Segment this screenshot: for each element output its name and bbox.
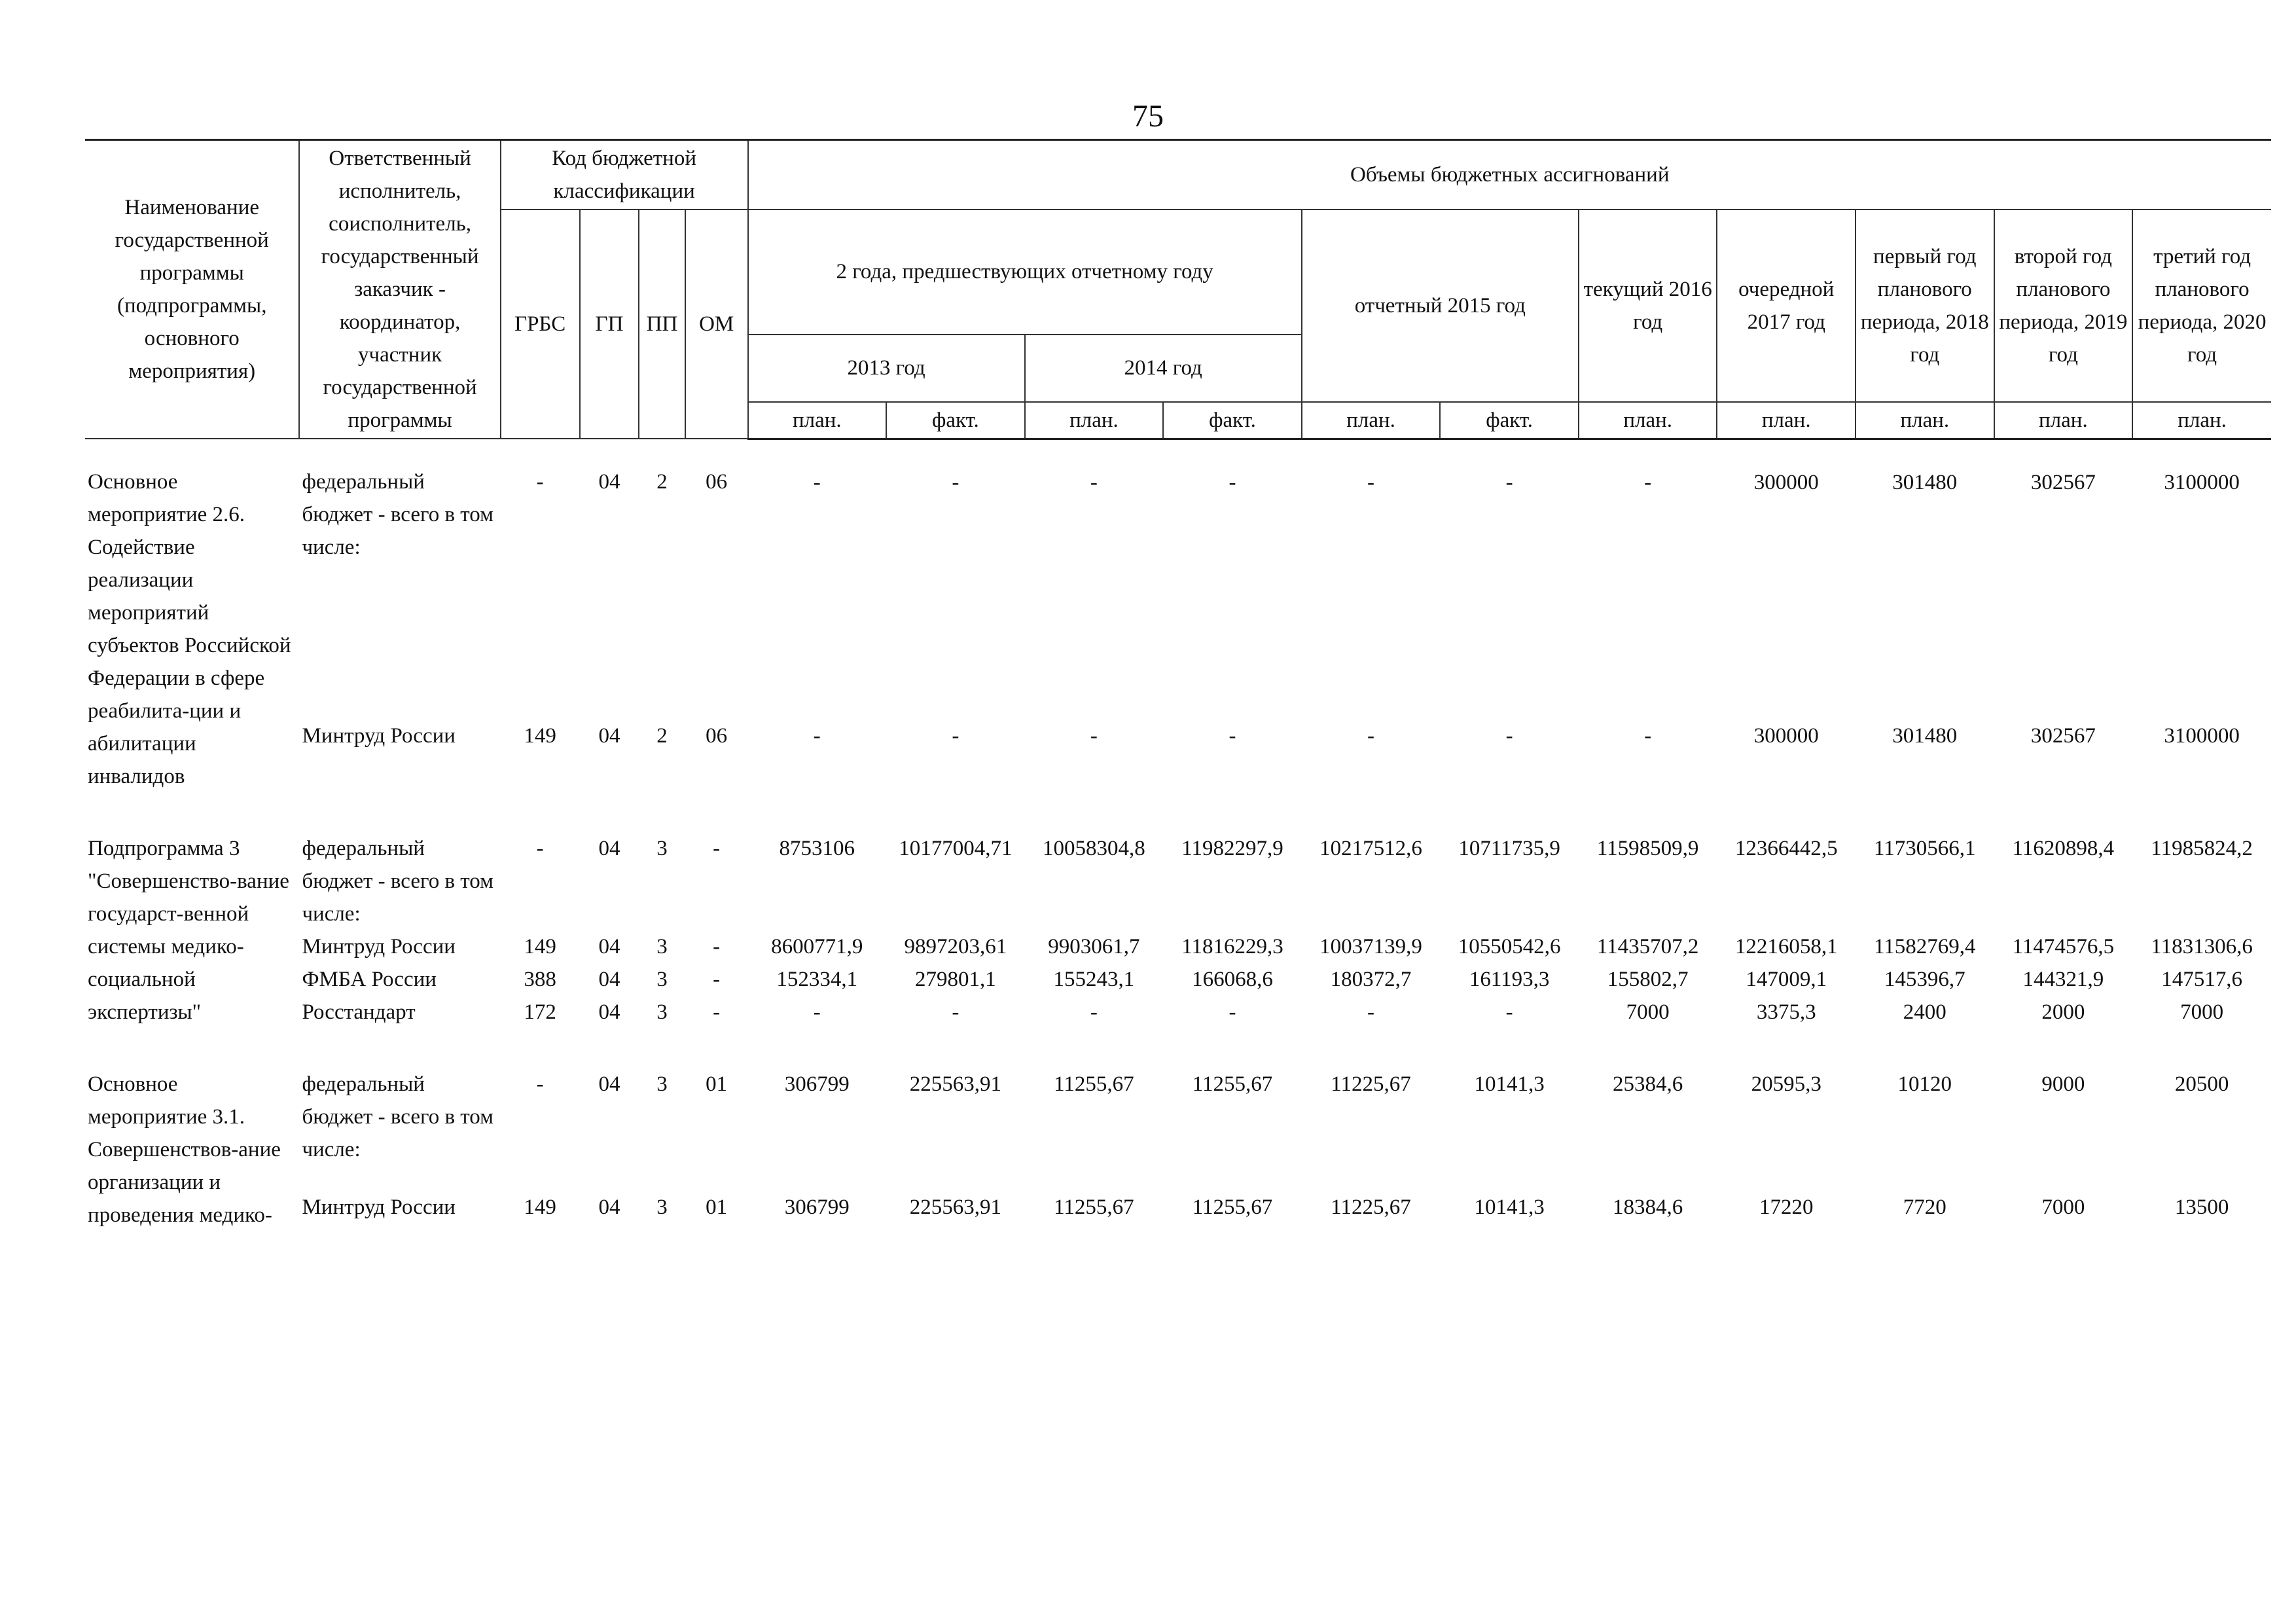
year-2017-header: очередной 2017 год (1717, 210, 1856, 402)
responsible-executor: федеральный бюджет - всего в том числе: (302, 1072, 494, 1161)
budget-value: 11582769,4 (1874, 935, 1976, 958)
pp-code: 3 (656, 935, 668, 958)
year-2018-header: первый год планового периода, 2018 год (1856, 210, 1994, 402)
budget-value: 302567 (2030, 723, 2096, 748)
budget-value: 11831306,6 (2151, 935, 2253, 958)
budget-value: 2000 (2041, 1000, 2085, 1024)
budget-value: 11435707,2 (1596, 935, 1699, 958)
pp-code: 3 (656, 1072, 668, 1096)
om-code: - (713, 968, 721, 991)
budget-value: 7000 (2180, 1000, 2224, 1024)
budget-value: - (1229, 1000, 1236, 1024)
budget-value: 225563,91 (909, 1072, 1001, 1096)
pp-code: 2 (656, 470, 668, 494)
budget-value: 144321,9 (2022, 968, 2104, 991)
budget-value: 166068,6 (1192, 968, 1273, 991)
budget-value: - (952, 1000, 960, 1024)
budget-value: 9000 (2041, 1072, 2085, 1096)
budget-value: 12216058,1 (1734, 935, 1838, 958)
budget-value: 8600771,9 (771, 935, 863, 958)
fact-header: факт. (1440, 402, 1579, 439)
table-header (85, 140, 2271, 439)
budget-value: 301480 (1892, 723, 1958, 748)
budget-value: - (1505, 470, 1513, 494)
budget-value: 3100000 (2164, 723, 2240, 748)
grbs-code: - (536, 470, 544, 494)
responsible-executor: Минтруд России (302, 1195, 456, 1219)
budget-value: 11474576,5 (2012, 935, 2115, 958)
om-code: - (713, 1000, 721, 1024)
budget-value: 3375,3 (1756, 1000, 1816, 1024)
row-spacer (85, 1029, 2271, 1068)
om-code: 01 (706, 1072, 728, 1096)
gp-header: ГП (580, 210, 639, 439)
budget-value: 20595,3 (1751, 1072, 1821, 1096)
plan-header: план. (1717, 402, 1856, 439)
row-title: Основное мероприятие 2.6. Содействие реализации мероприятий субъектов Российской Федерации в сфере реабилита-ции и абилитации инвалидов (88, 470, 291, 788)
om-header: ОМ (685, 210, 748, 439)
budget-value: 3100000 (2164, 470, 2240, 494)
budget-value: - (813, 470, 821, 494)
om-code: 01 (706, 1195, 728, 1219)
budget-value: 306799 (784, 1195, 850, 1219)
budget-value: - (1644, 470, 1652, 494)
om-code: 06 (706, 470, 728, 494)
budget-value: - (1090, 1000, 1098, 1024)
spacer-cell (85, 1029, 2271, 1068)
table-row (85, 963, 2271, 996)
budget-value: 10550542,6 (1458, 935, 1561, 958)
budget-value: 10141,3 (1474, 1195, 1545, 1219)
budget-value: 10120 (1897, 1072, 1952, 1096)
budget-value: - (1090, 470, 1098, 494)
budget-value: 11255,67 (1054, 1072, 1134, 1096)
budget-value: - (952, 470, 960, 494)
plan-header: план. (1579, 402, 1717, 439)
budget-value: 147517,6 (2161, 968, 2242, 991)
grbs-code: 149 (524, 1195, 556, 1219)
budget-value: 152334,1 (776, 968, 858, 991)
budget-value: - (1229, 723, 1236, 748)
pp-code: 3 (656, 1000, 668, 1024)
gp-code: 04 (598, 935, 620, 958)
responsible-executor: Минтруд России (302, 723, 456, 748)
table-row (85, 439, 2271, 720)
budget-value: 25384,6 (1613, 1072, 1683, 1096)
table-row (85, 832, 2271, 930)
budget-value: - (1644, 723, 1652, 748)
budget-value: 155802,7 (1607, 968, 1689, 991)
responsible-executor: ФМБА России (302, 968, 437, 991)
row-title: Подпрограмма 3 "Совершенство-вание государст-венной системы медико-социальной экспертизы" (88, 837, 289, 1024)
grbs-code: - (536, 1072, 544, 1096)
budget-value: - (1367, 470, 1375, 494)
budget-value: 306799 (784, 1072, 850, 1096)
budget-value: 10141,3 (1474, 1072, 1545, 1096)
gp-code: 04 (598, 1195, 620, 1219)
budget-value: 300000 (1753, 723, 1819, 748)
budget-value: 155243,1 (1053, 968, 1135, 991)
grbs-code: 149 (524, 935, 556, 958)
budget-value: 10058304,8 (1043, 837, 1145, 860)
om-code: - (713, 837, 721, 860)
budget-value: 11225,67 (1331, 1072, 1411, 1096)
budget-value: 302567 (2030, 470, 2096, 494)
plan-header: план. (2132, 402, 2271, 439)
year-2014-header: 2014 год (1025, 335, 1302, 402)
year-2013-header: 2013 год (748, 335, 1025, 402)
grbs-header: ГРБС (501, 210, 580, 439)
om-code: - (713, 935, 721, 958)
budget-value: 11598509,9 (1596, 837, 1699, 860)
budget-value: 10217512,6 (1319, 837, 1422, 860)
responsible-executor: федеральный бюджет - всего в том числе: (302, 837, 494, 926)
page-number: 75 (1132, 99, 1164, 134)
budget-value: 225563,91 (909, 1195, 1001, 1219)
budget-value: - (1367, 723, 1375, 748)
responsible-column-header: Ответственный исполнитель, соисполнитель, государственный заказчик - координатор, участник государственной программы (299, 140, 500, 439)
plan-header: план. (748, 402, 887, 439)
gp-code: 04 (598, 723, 620, 748)
budget-value: - (1505, 1000, 1513, 1024)
grbs-code: 172 (524, 1000, 556, 1024)
budget-value: - (813, 1000, 821, 1024)
budget-value: 11225,67 (1331, 1195, 1411, 1219)
row-spacer (85, 793, 2271, 832)
budget-value: 11255,67 (1192, 1072, 1273, 1096)
spacer-cell (85, 793, 2271, 832)
budget-value: - (1229, 470, 1236, 494)
pp-header: ПП (639, 210, 685, 439)
budget-value: 7000 (2041, 1195, 2085, 1219)
budget-value: 11816229,3 (1181, 935, 1283, 958)
year-2020-header: третий год планового периода, 2020 год (2132, 210, 2271, 402)
budget-value: 11255,67 (1054, 1195, 1134, 1219)
budget-value: 7720 (1903, 1195, 1946, 1219)
budget-table (85, 139, 2271, 1231)
budget-value: - (1090, 723, 1098, 748)
budget-value: 279801,1 (914, 968, 996, 991)
gp-code: 04 (598, 837, 620, 860)
budget-value: 147009,1 (1746, 968, 1827, 991)
grbs-code: 388 (524, 968, 556, 991)
budget-value: 8753106 (779, 837, 855, 860)
om-code: 06 (706, 723, 728, 748)
budget-value: - (1505, 723, 1513, 748)
table-row (85, 720, 2271, 793)
gp-code: 04 (598, 470, 620, 494)
budget-value: 300000 (1753, 470, 1819, 494)
pp-code: 3 (656, 968, 668, 991)
budget-code-header: Код бюджетной классификации (501, 140, 748, 210)
pp-code: 3 (656, 1195, 668, 1219)
budget-value: 10711735,9 (1458, 837, 1560, 860)
budget-value: 11985824,2 (2151, 837, 2253, 860)
budget-value: 11255,67 (1192, 1195, 1273, 1219)
budget-value: 2400 (1903, 1000, 1946, 1024)
budget-volumes-header: Объемы бюджетных ассигнований (748, 140, 2271, 210)
row-title: Основное мероприятие 3.1. Совершенствов-ание организации и проведения медико- (88, 1072, 281, 1227)
budget-value: - (1367, 1000, 1375, 1024)
budget-value: 180372,7 (1330, 968, 1412, 991)
budget-value: 161193,3 (1469, 968, 1550, 991)
year-2015-header: отчетный 2015 год (1302, 210, 1579, 402)
budget-value: 301480 (1892, 470, 1958, 494)
budget-value: 12366442,5 (1734, 837, 1838, 860)
year-2016-header: текущий 2016 год (1579, 210, 1717, 402)
table-row (85, 930, 2271, 963)
year-2019-header: второй год планового периода, 2019 год (1994, 210, 2133, 402)
budget-value: - (952, 723, 960, 748)
name-column-header: Наименование государственной программы (подпрограммы, основного мероприятия) (85, 140, 299, 439)
budget-value: 145396,7 (1884, 968, 1965, 991)
budget-value: 20500 (2174, 1072, 2229, 1096)
table-row (85, 1068, 2271, 1191)
table-row (85, 1191, 2271, 1232)
budget-value: 11730566,1 (1874, 837, 1976, 860)
pp-code: 2 (656, 723, 668, 748)
gp-code: 04 (598, 968, 620, 991)
pp-code: 3 (656, 837, 668, 860)
responsible-executor: Росстандарт (302, 1000, 416, 1024)
budget-value: - (813, 723, 821, 748)
plan-header: план. (1302, 402, 1441, 439)
responsible-executor: Минтруд России (302, 935, 456, 958)
budget-value: 11620898,4 (2012, 837, 2115, 860)
budget-value: 9897203,61 (904, 935, 1007, 958)
table-row (85, 996, 2271, 1029)
plan-header: план. (1856, 402, 1994, 439)
budget-value: 11982297,9 (1181, 837, 1283, 860)
budget-value: 7000 (1626, 1000, 1670, 1024)
budget-value: 18384,6 (1613, 1195, 1683, 1219)
gp-code: 04 (598, 1000, 620, 1024)
budget-value: 13500 (2174, 1195, 2229, 1219)
plan-header: план. (1025, 402, 1164, 439)
grbs-code: 149 (524, 723, 556, 748)
budget-value: 9903061,7 (1048, 935, 1140, 958)
table-body (85, 439, 2271, 1231)
grbs-code: - (536, 837, 544, 860)
budget-value: 10037139,9 (1319, 935, 1422, 958)
budget-value: 17220 (1759, 1195, 1814, 1219)
plan-header: план. (1994, 402, 2133, 439)
responsible-executor: федеральный бюджет - всего в том числе: (302, 470, 494, 559)
fact-header: факт. (886, 402, 1025, 439)
budget-value: 10177004,71 (899, 837, 1013, 860)
fact-header: факт. (1163, 402, 1302, 439)
prev-years-header: 2 года, предшествующих отчетному году (748, 210, 1302, 335)
gp-code: 04 (598, 1072, 620, 1096)
